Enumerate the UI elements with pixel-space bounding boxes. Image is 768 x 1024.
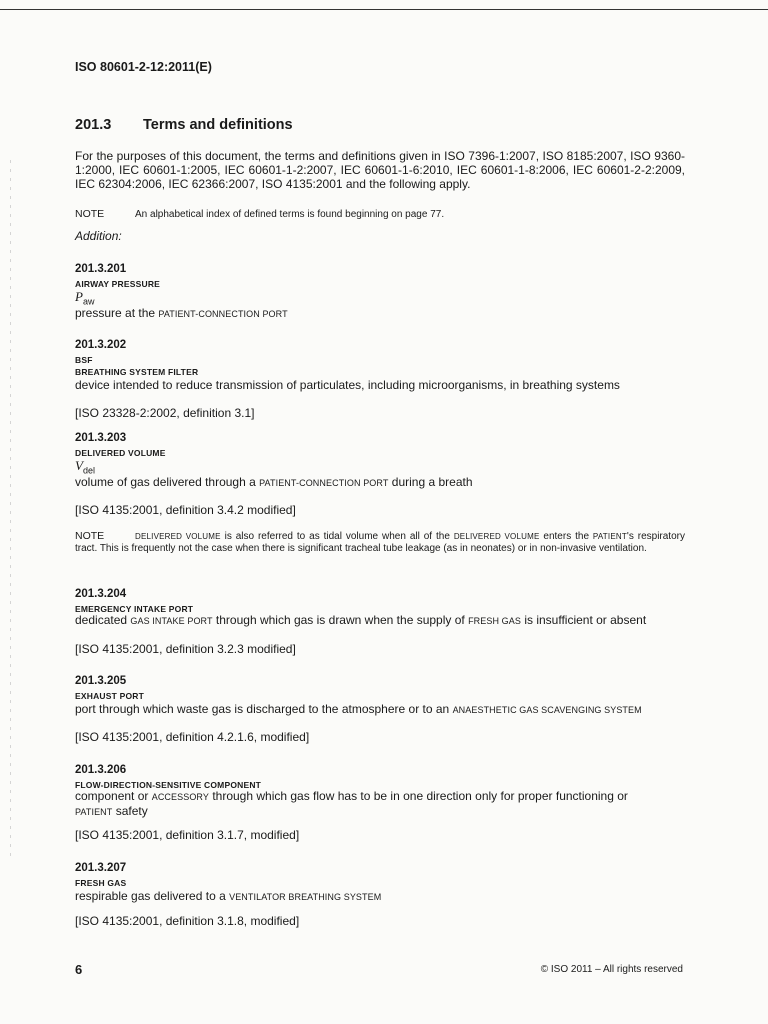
- note-defined-term: DELIVERED VOLUME: [135, 532, 221, 541]
- term-name: AIRWAY PRESSURE: [75, 279, 161, 289]
- term-number: 201.3.204: [75, 588, 127, 600]
- def-text: during a breath: [388, 475, 473, 489]
- term-source: [ISO 4135:2001, definition 3.1.7, modified]: [75, 828, 300, 842]
- term-number: 201.3.207: [75, 862, 127, 874]
- note-defined-term: DELIVERED VOLUME: [453, 532, 540, 541]
- note-text: enters the: [539, 531, 593, 542]
- def-defined-term: GAS INTAKE PORT: [130, 616, 213, 626]
- term-note: [75, 530, 685, 555]
- term-definition: [75, 789, 628, 803]
- def-text: through which gas flow has to be in one direction only for proper functioning or: [208, 789, 628, 803]
- def-defined-term: PATIENT-CONNECTION PORT: [158, 309, 288, 319]
- def-defined-term: PATIENT: [75, 807, 113, 817]
- term-abbreviation: BSF: [75, 355, 93, 365]
- term-number: 201.3.203: [75, 432, 127, 444]
- page-number: 6: [75, 962, 83, 977]
- section-intro: For the purposes of this document, the terms and definitions given in ISO 7396-1:2007, ISO 8185:2007, ISO 9360-1:2000, IEC 60601-1:2005, IEC 60601-1-2:2007, IEC 60601-1-6:2010, IEC 60601-1-8:2006, IEC 60601-2-2:2009, IEC 62304:2006, IEC 62366:2007, ISO 4135:2001 and the following apply.: [75, 149, 685, 191]
- term-source: [ISO 4135:2001, definition 4.2.1.6, modified]: [75, 730, 310, 744]
- def-defined-term: ACCESSORY: [151, 792, 209, 802]
- term-symbol: [75, 289, 94, 307]
- term-source: [ISO 4135:2001, definition 3.4.2 modified]: [75, 503, 296, 517]
- def-text: pressure at the: [75, 306, 159, 320]
- term-name: DELIVERED VOLUME: [75, 448, 166, 458]
- def-text: through which gas is drawn when the supply of: [212, 613, 469, 627]
- section-title: Terms and definitions: [143, 117, 293, 133]
- def-text: respirable gas delivered to a: [75, 889, 230, 903]
- term-name: EMERGENCY INTAKE PORT: [75, 604, 194, 614]
- def-text: safety: [112, 804, 148, 818]
- scan-margin-mark: [10, 160, 11, 860]
- term-definition: device intended to reduce transmission of particulates, including microorganisms, in breathing systems: [75, 378, 620, 392]
- note-label: NOTE: [75, 530, 105, 542]
- note-defined-term: PATIENT: [592, 532, 627, 541]
- term-number: 201.3.201: [75, 263, 127, 275]
- def-text: dedicated: [75, 613, 131, 627]
- note-text: 's respiratory tract. This is frequently not the case when there is significant tracheal tube leakage (as in neonates) or in non-invasive ventilation.: [75, 531, 685, 554]
- def-text: is insufficient or absent: [520, 613, 647, 627]
- symbol-letter: P: [75, 289, 83, 304]
- addition-label: Addition:: [75, 229, 122, 243]
- page-top-rule: [0, 9, 768, 10]
- index-note: [75, 204, 444, 222]
- def-defined-term: VENTILATOR BREATHING SYSTEM: [229, 892, 382, 902]
- symbol-letter: V: [75, 458, 83, 473]
- term-symbol: [75, 458, 95, 476]
- def-text: volume of gas delivered through a: [75, 475, 260, 489]
- term-definition: [75, 613, 646, 627]
- term-definition: [75, 475, 473, 489]
- def-text: port through which waste gas is discharged to the atmosphere or to an: [75, 702, 453, 716]
- def-defined-term: PATIENT-CONNECTION PORT: [259, 478, 389, 488]
- note-text: An alphabetical index of defined terms is found beginning on page 77.: [135, 209, 445, 220]
- term-definition: [75, 306, 288, 320]
- symbol-subscript: aw: [82, 296, 95, 307]
- term-number: 201.3.202: [75, 339, 127, 351]
- term-name: FRESH GAS: [75, 878, 127, 888]
- symbol-subscript: del: [82, 465, 95, 476]
- term-definition-cont: [75, 804, 148, 818]
- def-defined-term: ANAESTHETIC GAS SCAVENGING SYSTEM: [452, 705, 642, 715]
- term-source: [ISO 23328-2:2002, definition 3.1]: [75, 406, 255, 420]
- document-id: ISO 80601-2-12:2011(E): [75, 60, 212, 74]
- term-source: [ISO 4135:2001, definition 3.1.8, modified]: [75, 914, 300, 928]
- term-source: [ISO 4135:2001, definition 3.2.3 modified]: [75, 642, 296, 656]
- def-defined-term: FRESH GAS: [468, 616, 521, 626]
- term-number: 201.3.206: [75, 764, 127, 776]
- note-label: NOTE: [75, 208, 105, 220]
- term-name: EXHAUST PORT: [75, 691, 144, 701]
- term-definition: [75, 702, 642, 716]
- term-name: BREATHING SYSTEM FILTER: [75, 367, 199, 377]
- term-name: FLOW-DIRECTION-SENSITIVE COMPONENT: [75, 780, 262, 790]
- term-number: 201.3.205: [75, 675, 127, 687]
- def-text: component or: [75, 789, 152, 803]
- section-number: 201.3: [75, 117, 112, 133]
- note-text: is also referred to as tidal volume when all of the: [220, 531, 454, 542]
- term-definition: [75, 889, 381, 903]
- copyright-notice: © ISO 2011 – All rights reserved: [540, 964, 683, 975]
